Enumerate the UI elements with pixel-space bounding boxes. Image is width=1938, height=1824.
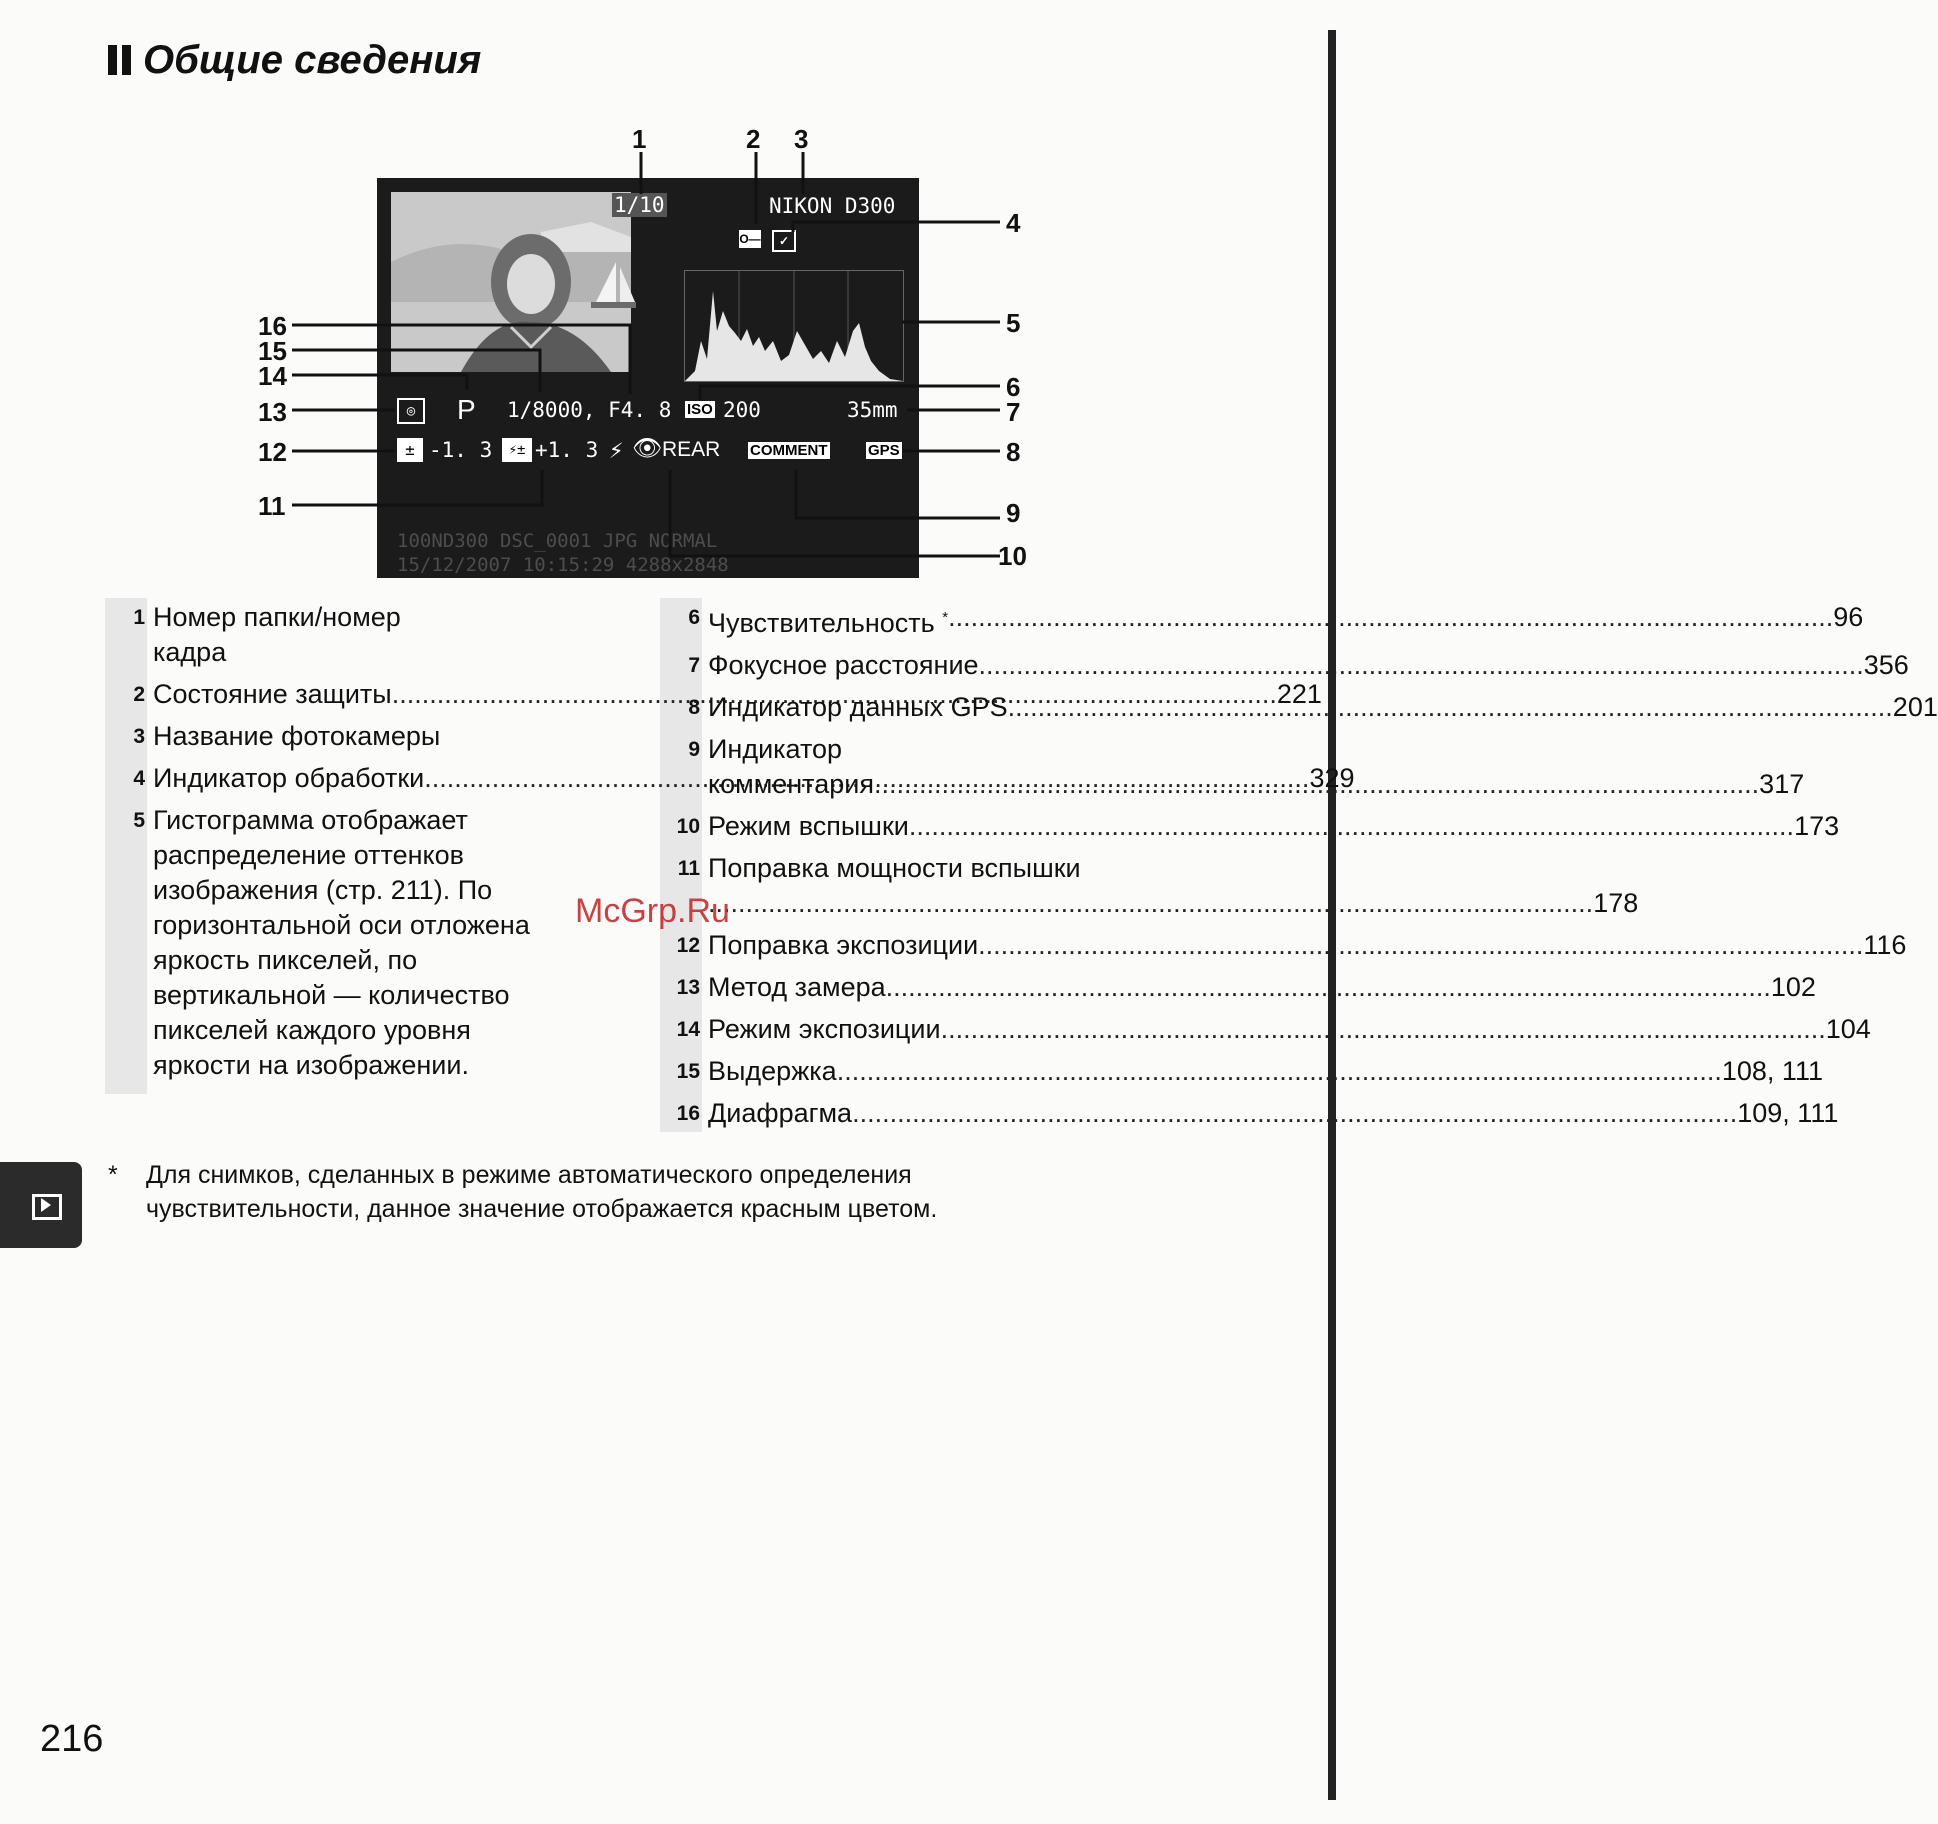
- legend-item-6: 6 Чувствительность * ..... 96: [660, 600, 1190, 641]
- shutter-aperture: 1/8000, F4. 8: [507, 398, 672, 422]
- focal-length: 35mm: [847, 398, 898, 422]
- callout-11: 11: [258, 491, 286, 521]
- callout-2: 2: [746, 124, 761, 154]
- flash-comp-icon: ⚡±: [502, 438, 532, 462]
- retouch-icon: ✓: [772, 230, 796, 252]
- legend-item-13: 13 Метод замера ..... 102: [660, 970, 1190, 1005]
- callout-16: 16: [258, 311, 287, 341]
- file-info-line2: 15/12/2007 10:15:29 4288x2848: [397, 554, 729, 576]
- exposure-comp-icon: ±: [397, 438, 423, 462]
- legend-item-14: 14 Режим экспозиции ..... 104: [660, 1012, 1190, 1047]
- photo-thumbnail: [391, 192, 631, 372]
- metering-icon: ◎: [397, 398, 425, 424]
- exposure-comp-value: -1. 3: [429, 438, 493, 462]
- callout-14: 14: [258, 361, 287, 391]
- callout-10: 10: [998, 541, 1027, 571]
- callout-7: 7: [1006, 397, 1021, 427]
- legend-item-16: 16 Диафрагма ..... 109, 111: [660, 1096, 1190, 1131]
- frame-number: 1/10: [614, 193, 665, 217]
- gps-badge: GPS: [868, 442, 900, 459]
- legend-item-11: 11 Поправка мощности вспышки ..... 178: [660, 851, 1190, 921]
- comment-badge: COMMENT: [750, 442, 828, 459]
- callout-1: 1: [632, 124, 647, 154]
- legend-item-5: 5 Гистограмма отображает распределение оттенков изображения (стр. 211). По горизонтальной оси отложена яркость пикселей, по вертикальной — количество пикселей каждого уровня яркости на изображении.: [133, 805, 530, 1080]
- callout-15: 15: [258, 336, 287, 366]
- flash-icon: ⚡: [609, 436, 624, 464]
- file-info-line1: 100ND300 DSC_0001 JPG NORMAL: [397, 530, 718, 552]
- iso-value: 200: [723, 398, 761, 422]
- callout-12: 12: [258, 437, 287, 467]
- callout-5: 5: [1006, 308, 1021, 338]
- watermark: McGrp.Ru: [575, 892, 730, 930]
- page-number: 216: [40, 1718, 104, 1760]
- callout-13: 13: [258, 397, 287, 427]
- legend-item-15: 15 Выдержка ..... 108, 111: [660, 1054, 1190, 1089]
- exposure-mode: P: [457, 394, 476, 425]
- flash-mode: REAR: [662, 438, 721, 461]
- legend-item-4: 4 Индикатор обработки ..... 329: [105, 761, 640, 796]
- playback-section-tab: [0, 1162, 82, 1248]
- legend-item-12: 12 Поправка экспозиции ..... 116: [660, 928, 1190, 963]
- camera-playback-screen: [377, 178, 919, 578]
- callout-9: 9: [1006, 498, 1021, 528]
- legend-item-10: 10 Режим вспышки ..... 173: [660, 809, 1190, 844]
- legend-item-9: 9 Индикатор комментария ..... 317: [660, 732, 1190, 802]
- histogram: [684, 270, 904, 382]
- legend-item-3: 3 Название фотокамеры: [133, 721, 441, 751]
- iso-badge: ISO: [687, 401, 713, 418]
- legend-item-1: 1 Номер папки/номер кадра: [133, 602, 401, 667]
- legend-item-8: 8 Индикатор данных GPS ..... 201: [660, 690, 1190, 725]
- section-heading: Общие сведения: [108, 38, 481, 83]
- portrait-photo: [391, 192, 631, 372]
- camera-name: NIKON D300: [769, 194, 896, 218]
- key-icon: O—: [739, 232, 761, 246]
- footnote: * Для снимков, сделанных в режиме автоматического определения чувствительности, данное значение отображается красным цветом.: [108, 1161, 938, 1223]
- flash-comp-value: +1. 3: [535, 438, 599, 462]
- legend-item-7: 7 Фокусное расстояние ..... 356: [660, 648, 1190, 683]
- callout-4: 4: [1006, 208, 1021, 238]
- callout-8: 8: [1006, 437, 1021, 467]
- legend-item-2: 2 Состояние защиты ..... 221: [105, 677, 640, 712]
- callout-6: 6: [1006, 372, 1021, 402]
- red-eye-icon: 👁: [632, 434, 663, 462]
- callout-3: 3: [794, 124, 809, 154]
